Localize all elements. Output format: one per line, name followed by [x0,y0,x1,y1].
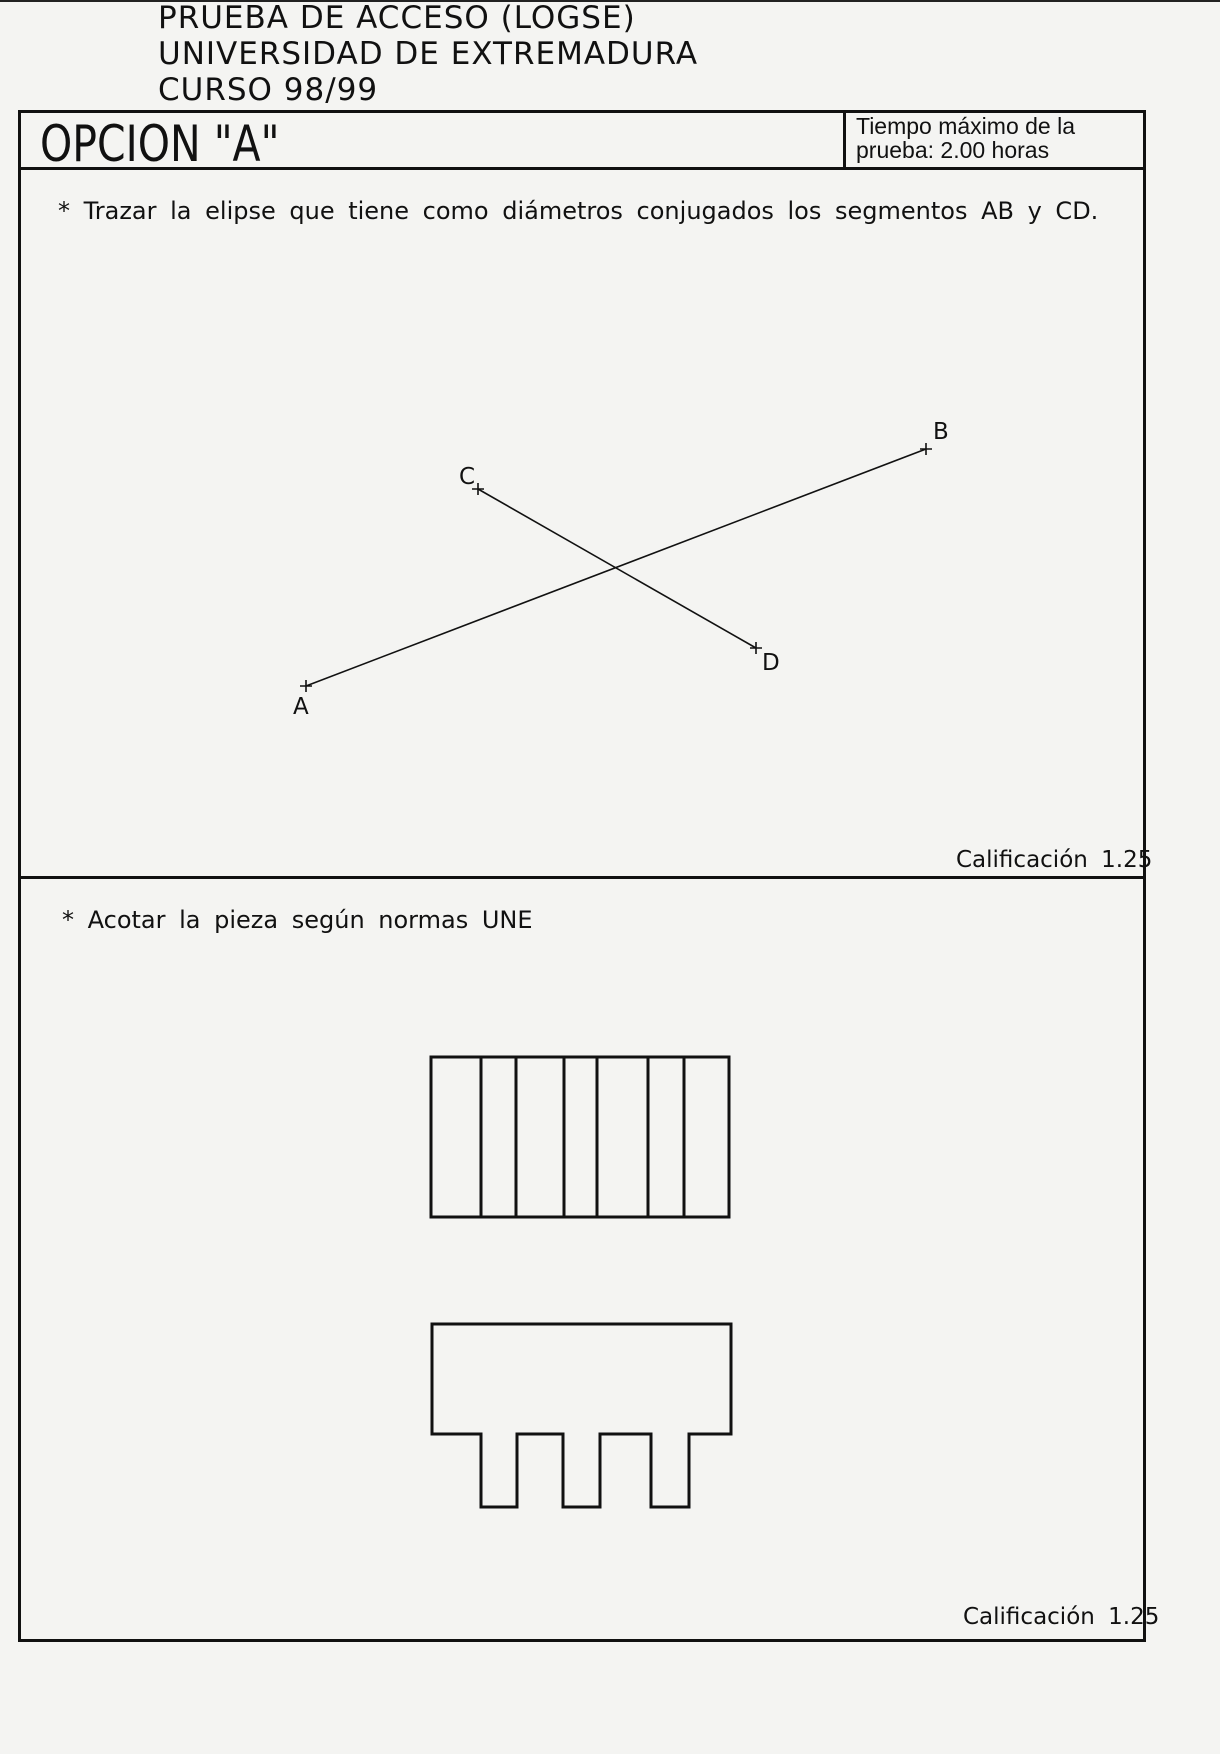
conjugate-diameters [300,443,932,692]
piece-front-view [432,1324,731,1507]
header-line-2: UNIVERSIDAD DE EXTREMADURA [158,36,699,72]
time-line-1: Tiempo máximo de la [856,113,1076,139]
exercise1-grade: Calificación 1.25 [956,847,1153,873]
label-a: A [293,694,309,720]
exercise2-instruction: * Acotar la pieza según normas UNE [62,906,533,934]
header-line-3: CURSO 98/99 [158,72,379,108]
label-c: C [459,464,476,490]
point-b-mark [920,443,932,455]
label-d: D [762,650,780,676]
header-line-1: PRUEBA DE ACCESO (LOGSE) [158,0,636,36]
exercise1-instruction: * Trazar la elipse que tiene como diámetros conjugados los segmentos AB y CD. [58,197,1099,225]
segment-cd [478,489,756,648]
label-b: B [933,419,949,445]
exercise2-grade: Calificación 1.25 [963,1604,1160,1630]
piece-views [431,1057,731,1507]
point-d-mark [750,642,762,654]
time-line-2: prueba: 2.00 horas [856,137,1050,163]
point-a-mark [300,680,312,692]
option-title: OPCION "A" [40,115,280,173]
